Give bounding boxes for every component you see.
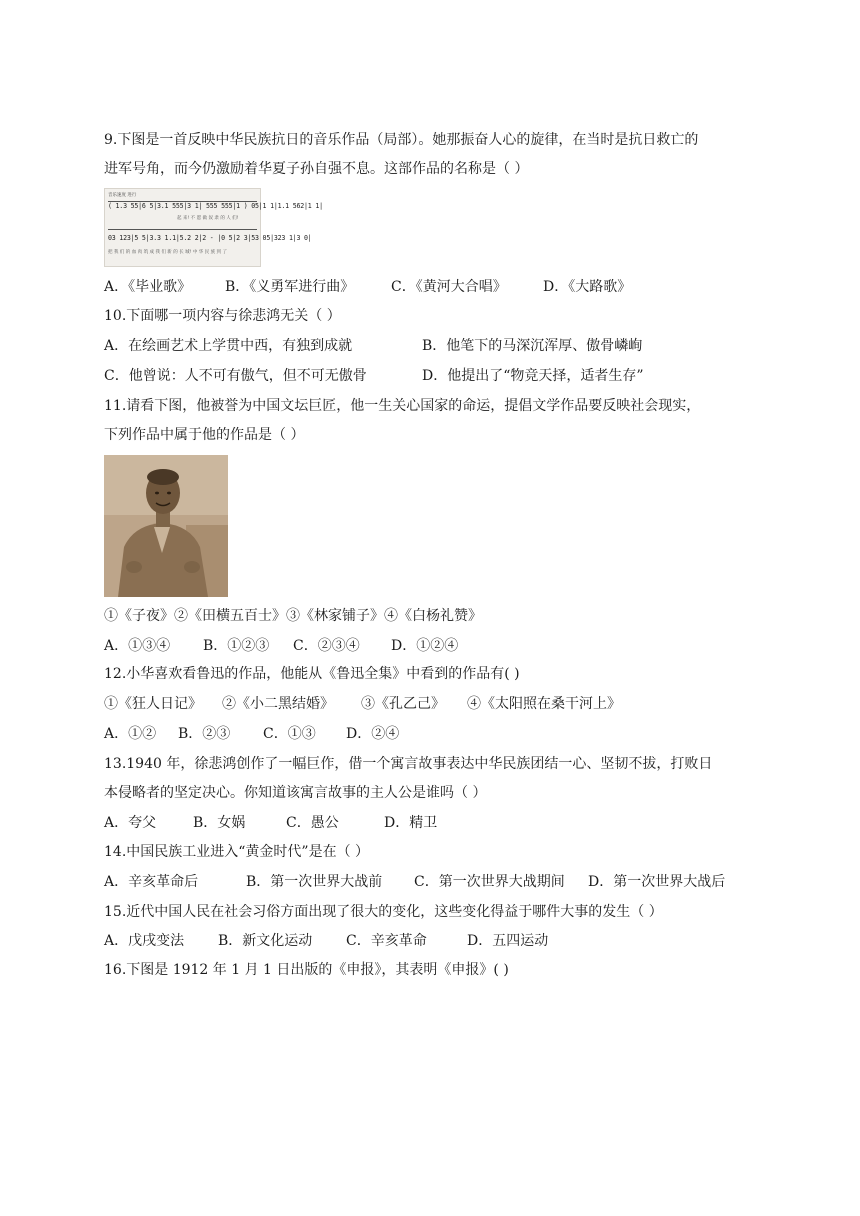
q15-option-a: A．戊戌变法 [104, 933, 185, 949]
q11-option-a: A．①③④ [104, 638, 171, 654]
q9-stem-line2: 进军号角，而今仍激励着华夏子孙自强不息。这部作品的名称是（ ） [104, 161, 529, 177]
q12-option-c: C．①③ [263, 726, 316, 742]
q15-option-c: C．辛亥革命 [346, 933, 427, 949]
q12-stem: 12.小华喜欢看鲁迅的作品，他能从《鲁迅全集》中看到的作品有( ) [104, 666, 520, 682]
q12-option-d: D．②④ [346, 726, 400, 742]
q9-option-c: C．《黄河大合唱》 [391, 279, 507, 295]
q13-stem-line2: 本侵略者的坚定决心。你知道该寓言故事的主人公是谁吗（ ） [104, 785, 487, 801]
q11-stem-line2: 下列作品中属于他的作品是（ ） [104, 427, 305, 443]
q11-works: ①《子夜》②《田横五百士》③《林家铺子》④《白杨礼赞》 [104, 608, 482, 624]
score-row1-lyrics: 起 来! 不 愿 做 奴 隶 的 人 们! [177, 216, 239, 221]
q10-stem: 10.下面哪一项内容与徐悲鸿无关（ ） [104, 308, 341, 324]
score-row2: 03 123|5 5|3.3 1.1|5.2 2|2 - |0 5|2 3|53 05|323 1|3 0| [108, 234, 312, 242]
music-score-image [104, 188, 323, 267]
q13-stem-line1: 13.1940 年，徐悲鸿创作了一幅巨作，借一个寓言故事表达中华民族团结一心、坚韧不拔，打败日 [104, 756, 713, 772]
q14-option-b: B．第一次世界大战前 [246, 874, 383, 890]
q9-option-b: B．《义勇军进行曲》 [225, 279, 355, 295]
q11-option-d: D．①②④ [391, 638, 459, 654]
q14-option-d: D．第一次世界大战后 [588, 874, 726, 890]
score-header: 音乐速度 进行 [108, 193, 137, 198]
q11-option-b: B．①②③ [203, 638, 270, 654]
q10-option-d: D．他提出了“物竞天择，适者生存” [422, 368, 644, 384]
q12-work-2: ②《小二黑结婚》 [222, 696, 334, 712]
q13-option-d: D．精卫 [384, 815, 438, 831]
q13-option-b: B．女娲 [193, 815, 246, 831]
q11-option-c: C．②③④ [293, 638, 360, 654]
q10-option-a: A．在绘画艺术上学贯中西，有独到成就 [104, 338, 353, 354]
portrait-figure-icon [104, 455, 228, 597]
q10-option-b: B．他笔下的马深沉浑厚、傲骨嶙峋 [422, 338, 643, 354]
q14-option-c: C．第一次世界大战期间 [414, 874, 565, 890]
score-rule-mid [108, 229, 257, 230]
q15-option-b: B．新文化运动 [218, 933, 313, 949]
q13-option-c: C．愚公 [286, 815, 339, 831]
q12-option-a: A．①② [104, 726, 157, 742]
q14-option-a: A．辛亥革命后 [104, 874, 199, 890]
q15-stem: 15.近代中国人民在社会习俗方面出现了很大的变化，这些变化得益于哪件大事的发生（ ） [104, 904, 663, 920]
q12-work-3: ③《孔乙己》 [361, 696, 445, 712]
score-row2-lyrics: 把 我 们 的 血 肉 筑 成 我 们 新 的 长 城! 中 华 民 族 到 了 [108, 250, 227, 255]
q9-option-a: A．《毕业歌》 [104, 279, 192, 295]
q11-stem-line1: 11.请看下图，他被誉为中国文坛巨匠，他一生关心国家的命运，提倡文学作品要反映社会现实， [104, 398, 701, 414]
score-row1: ( 1.3 55|6 5|3.1 555|3 1| 555 555|1 ) 05|1 1|1.1 562|1 1| [108, 202, 323, 210]
q14-stem: 14.中国民族工业进入“黄金时代”是在（ ） [104, 844, 370, 860]
q9-option-d: D．《大路歌》 [543, 279, 632, 295]
author-portrait-photo [104, 455, 228, 597]
q12-work-1: ①《狂人日记》 [104, 696, 202, 712]
q10-option-c: C．他曾说：人不可有傲气，但不可无傲骨 [104, 368, 367, 384]
q12-work-4: ④《太阳照在桑干河上》 [467, 696, 621, 712]
q12-option-b: B．②③ [178, 726, 231, 742]
q15-option-d: D．五四运动 [467, 933, 549, 949]
q9-stem-line1: 9.下图是一首反映中华民族抗日的音乐作品（局部）。她那振奋人心的旋律，在当时是抗日救亡的 [104, 132, 699, 148]
q13-option-a: A．夸父 [104, 815, 157, 831]
q16-stem: 16.下图是 1912 年 1 月 1 日出版的《申报》，其表明《申报》( ) [104, 962, 509, 978]
